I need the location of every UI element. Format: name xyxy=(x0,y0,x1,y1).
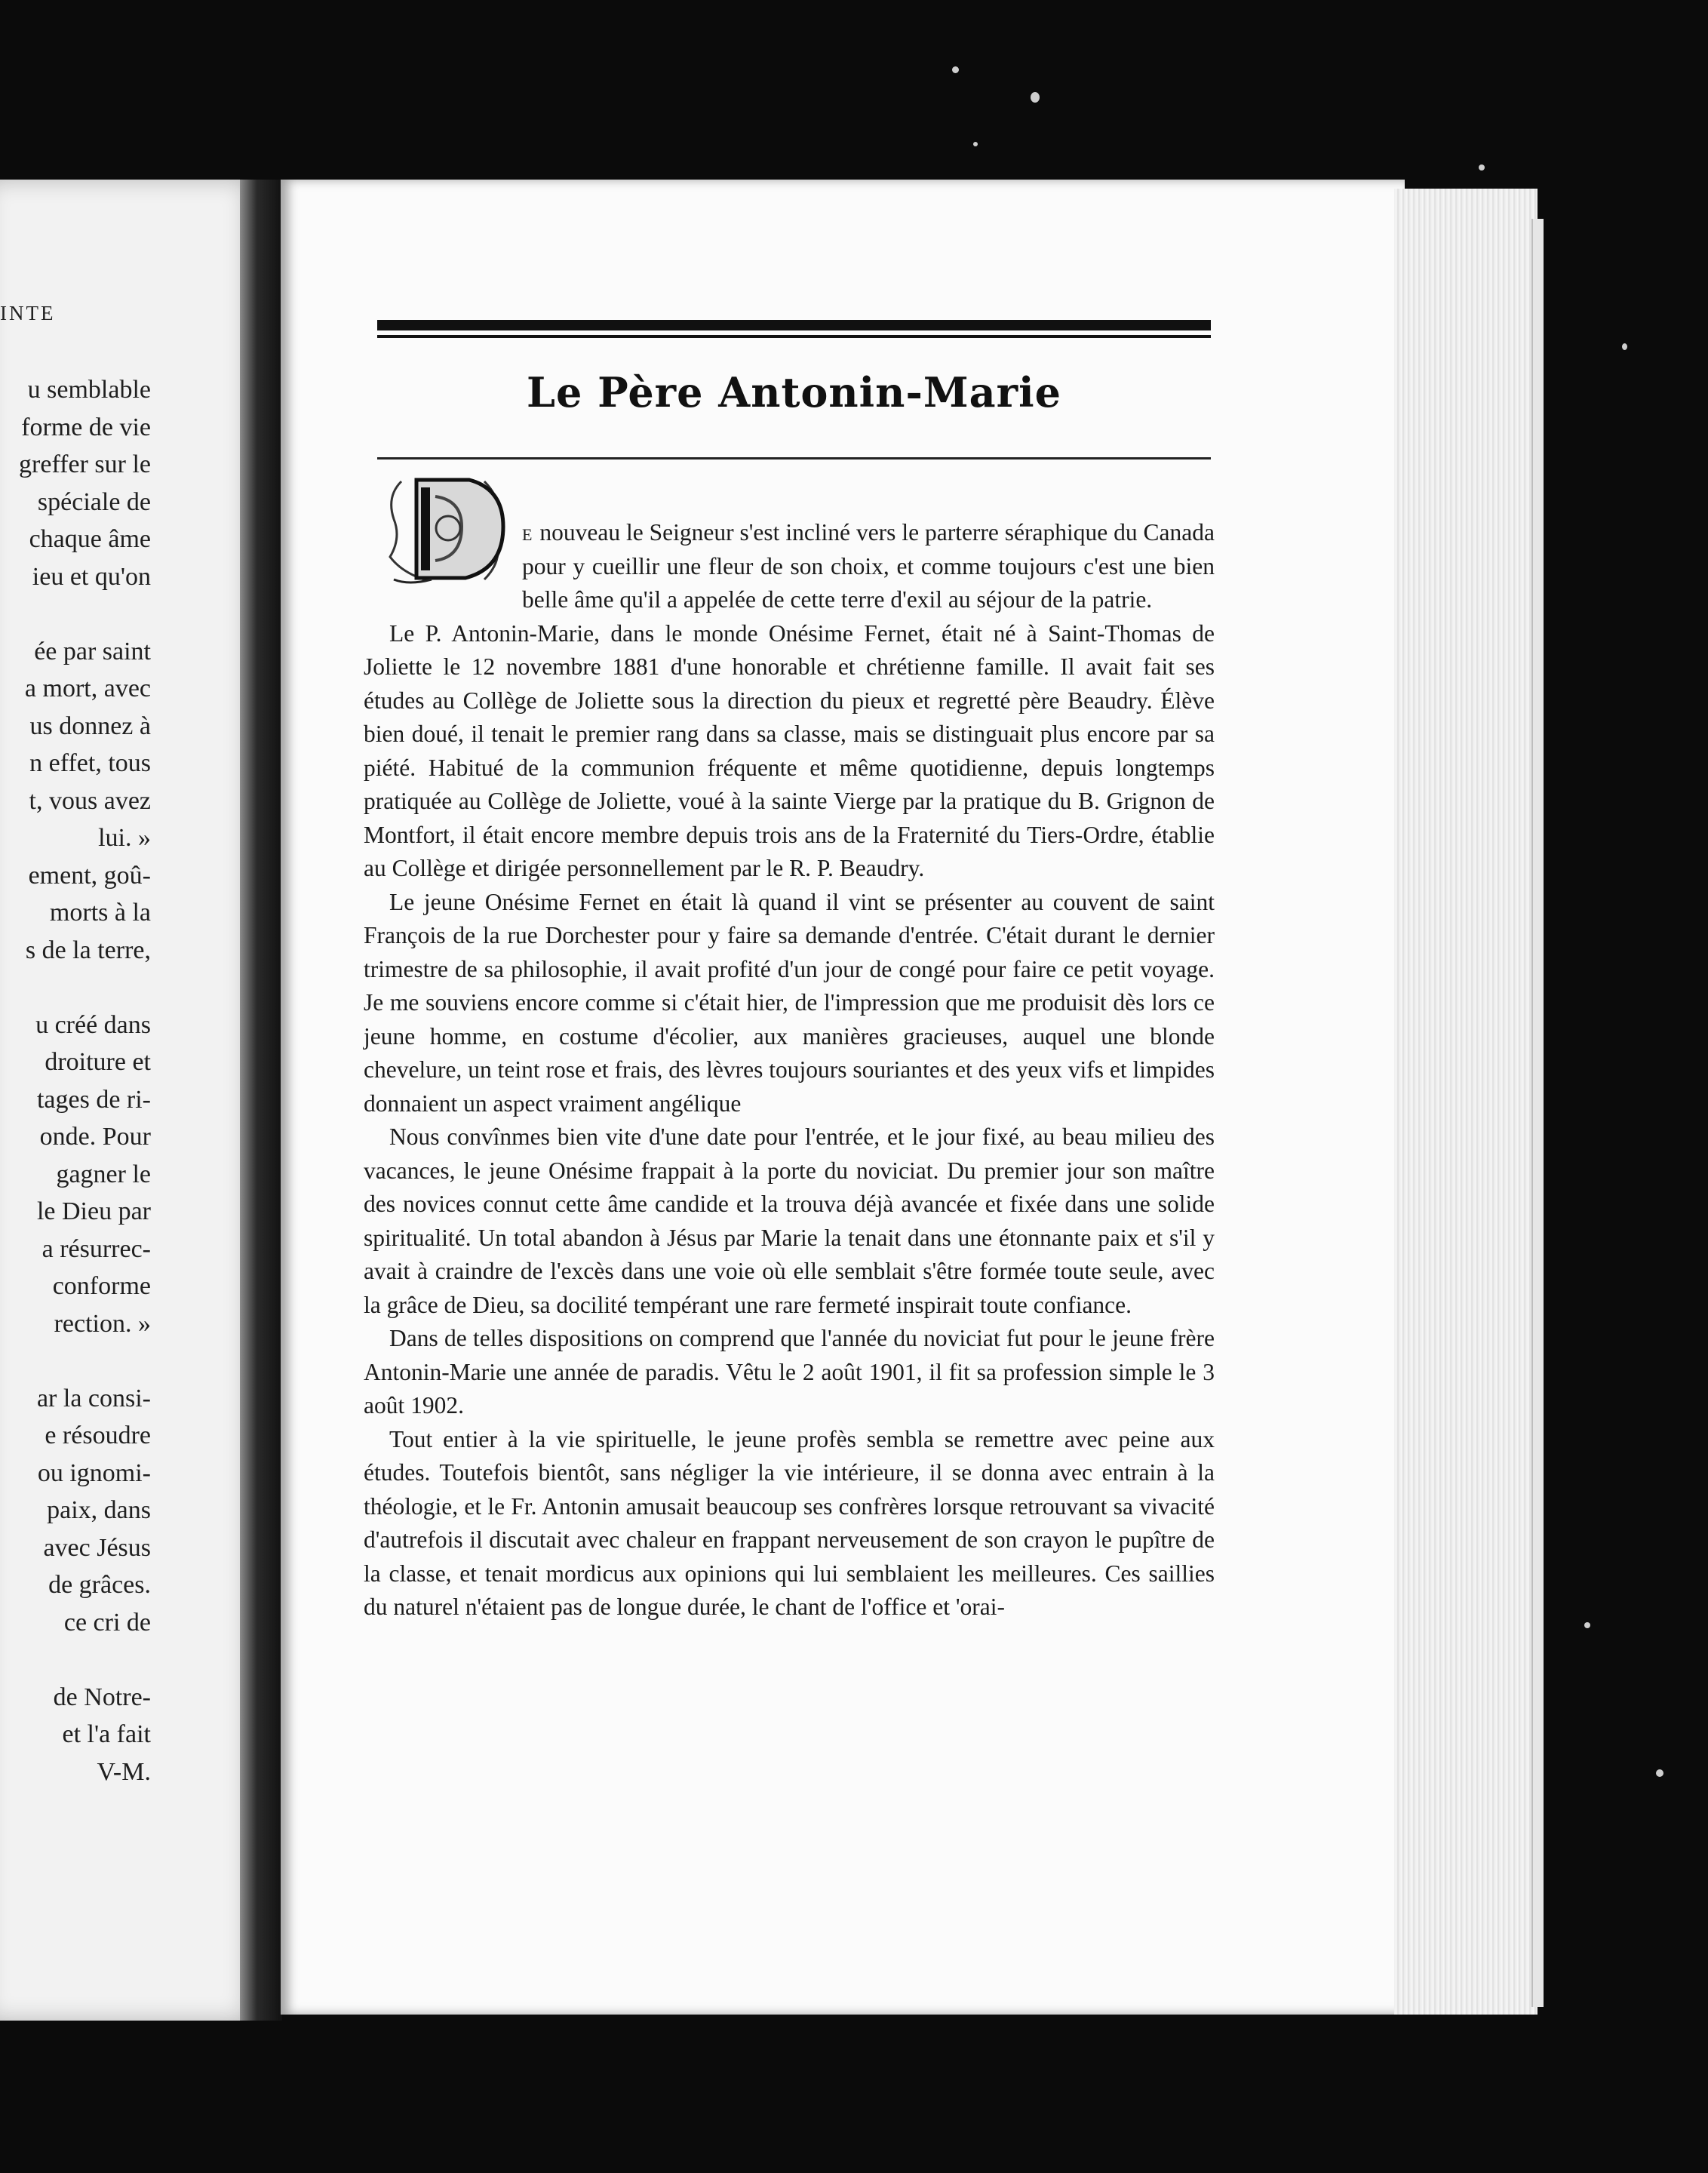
title-underline-rule xyxy=(377,457,1211,459)
intro-text: nouveau le Seigneur s'est incliné vers le parterre séraphique du Canada pour y cueillir une fleur de son choix, et comme toujours c'est une bien belle âme qu'il a appelée de cette terre d'exil au séjour de la patrie. xyxy=(522,519,1215,613)
left-page-line: us donnez à xyxy=(29,712,151,740)
left-page-line: lui. » xyxy=(98,824,151,852)
article-body xyxy=(364,477,1215,1624)
left-page-line: a mort, avec xyxy=(24,675,151,702)
left-page-line: morts à la xyxy=(49,899,151,927)
left-page-line: spéciale de xyxy=(37,487,151,516)
book-gutter xyxy=(240,180,282,2021)
title-ornament-rule-thin xyxy=(377,335,1211,338)
background-speck xyxy=(1622,343,1627,350)
background-speck xyxy=(973,142,978,146)
paragraph-4: Dans de telles dispositions on comprend que l'année du noviciat fut pour le jeune frère Antonin-Marie une année de paradis. Vêtu le 2 août 1901, il fit sa profession simple le 3 août 1902. xyxy=(364,1325,1215,1418)
left-page-line: de Notre- xyxy=(53,1683,151,1711)
left-page-line: paix, dans xyxy=(47,1496,151,1524)
left-page-text xyxy=(0,371,151,1790)
left-page-line: ieu et qu'on xyxy=(32,562,151,591)
left-page-line: et l'a fait xyxy=(62,1720,151,1748)
page-edges xyxy=(1394,189,1538,2015)
intro-paragraph xyxy=(364,477,1215,617)
left-page-line: s de la terre, xyxy=(25,936,151,964)
left-page-line: le Dieu par xyxy=(36,1197,151,1225)
left-page-line: u semblable xyxy=(27,376,151,404)
paragraph-2: Le jeune Onésime Fernet en était là quand il vint se présenter au couvent de saint François de la rue Dorchester pour y faire sa demande d'entrée. C'était durant le dernier trimestre de sa philosophie, il avait profité d'un jour de congé pour faire ce petit voyage. Je me souviens encore comme si c'était hier, de l'impression que me produisit dès lors ce jeune homme, en costume d'écolier, aux manières gracieuses, auquel une blonde chevelure, un teint rose et frais, des lèvres toujours souriantes et des yeux vifs et limpides donnaient un aspect vraiment angélique xyxy=(364,888,1215,1117)
left-page-line: a résurrec- xyxy=(41,1234,151,1263)
left-page-line: ement, goû- xyxy=(28,861,151,890)
background-speck xyxy=(1584,1622,1590,1628)
left-page-line: t, vous avez xyxy=(29,786,151,815)
left-running-head: INTE xyxy=(0,302,56,324)
left-page-line: n effet, tous xyxy=(29,749,151,777)
article-title: Le Père Antonin-Marie xyxy=(527,368,1061,416)
left-page-line: ce cri de xyxy=(63,1608,151,1637)
background-speck xyxy=(952,66,959,73)
left-page-line: avec Jésus xyxy=(43,1533,151,1562)
title-ornament-rule xyxy=(377,320,1211,330)
paragraph-5: Tout entier à la vie spirituelle, le jeune profès sembla se remettre avec peine aux études. Toutefois bientôt, sans négliger la vie intérieure, il se donna avec entrain à la théologie, et le Fr. Antonin amusait beaucoup ses confrères lorsque retrouvant sa vivacité d'autrefois il discutait avec chaleur en frappant nerveusement de son crayon le pupître de la classe, et tenait mordicus aux opinions qui lui semblaient les meilleures. Ces saillies du naturel n'étaient pas de longue durée, le chant de l'office et 'orai- xyxy=(364,1425,1215,1620)
background-speck xyxy=(1479,164,1485,171)
background-speck xyxy=(1656,1769,1663,1777)
left-page-line: chaque âme xyxy=(29,525,151,553)
background-speck xyxy=(1031,92,1040,103)
left-page-line: droiture et xyxy=(45,1048,151,1076)
left-page-line: rection. » xyxy=(54,1309,151,1338)
left-page-line: greffer sur le xyxy=(19,450,151,478)
left-page-line: onde. Pour xyxy=(39,1123,151,1151)
left-page-line: gagner le xyxy=(56,1160,151,1188)
paragraph-1: Le P. Antonin-Marie, dans le monde Onésime Fernet, était né à Saint-Thomas de Joliette le 12 novembre 1881 d'une honorable et chrétienne famille. Il avait fait ses études au Collège de Joliette sous la direction du pieux et regretté père Beaudry. Élève bien doué, il tenait le premier rang dans sa classe, mais se distinguait plus encore par sa piété. Habitué de la communion fréquente et même quotidienne, depuis longtemps pratiquée au Collège de Joliette, voué à la sainte Vierge par la pratique du B. Grignon de Montfort, il était encore membre depuis trois ans de la Fraternité du Tiers-Ordre, établie au Collège et dirigée personnellement par le R. P. Beaudry. xyxy=(364,619,1215,881)
left-page-line xyxy=(0,595,151,633)
left-page-line: forme de vie xyxy=(21,413,151,441)
left-page-line: conforme xyxy=(52,1272,151,1300)
left-page-line: ar la consi- xyxy=(36,1384,151,1412)
left-page-line: e résoudre xyxy=(45,1422,151,1449)
intro-lead: e xyxy=(522,519,534,546)
left-page-line: u créé dans xyxy=(35,1010,151,1039)
cover-edge xyxy=(1531,219,1544,2007)
left-page-line: ou ignomi- xyxy=(37,1458,151,1487)
left-page-line: ée par saint xyxy=(34,637,151,665)
paragraph-3: Nous convînmes bien vite d'une date pour l'entrée, et le jour fixé, au beau milieu des vacances, le jeune Onésime frappait à la porte du noviciat. Du premier jour son maître des novices connut cette âme candide et la trouva déjà avancée et fixée dans une solide spiritualité. Un total abandon à Jésus par Marie la tenait dans une étonnante paix et s'il y avait à craindre de l'excès dans une voie où elle semblait s'être formée toute seule, avec la grâce de Dieu, sa docilité tempérant une rare fermeté inspirait toute confiance. xyxy=(364,1123,1215,1318)
left-page-line xyxy=(0,1641,151,1679)
left-page-line xyxy=(0,1342,151,1380)
left-page-line xyxy=(0,969,151,1007)
left-page-line: tages de ri- xyxy=(36,1085,151,1114)
left-page-line: V-M. xyxy=(97,1757,151,1786)
left-page-line: de grâces. xyxy=(48,1571,151,1599)
